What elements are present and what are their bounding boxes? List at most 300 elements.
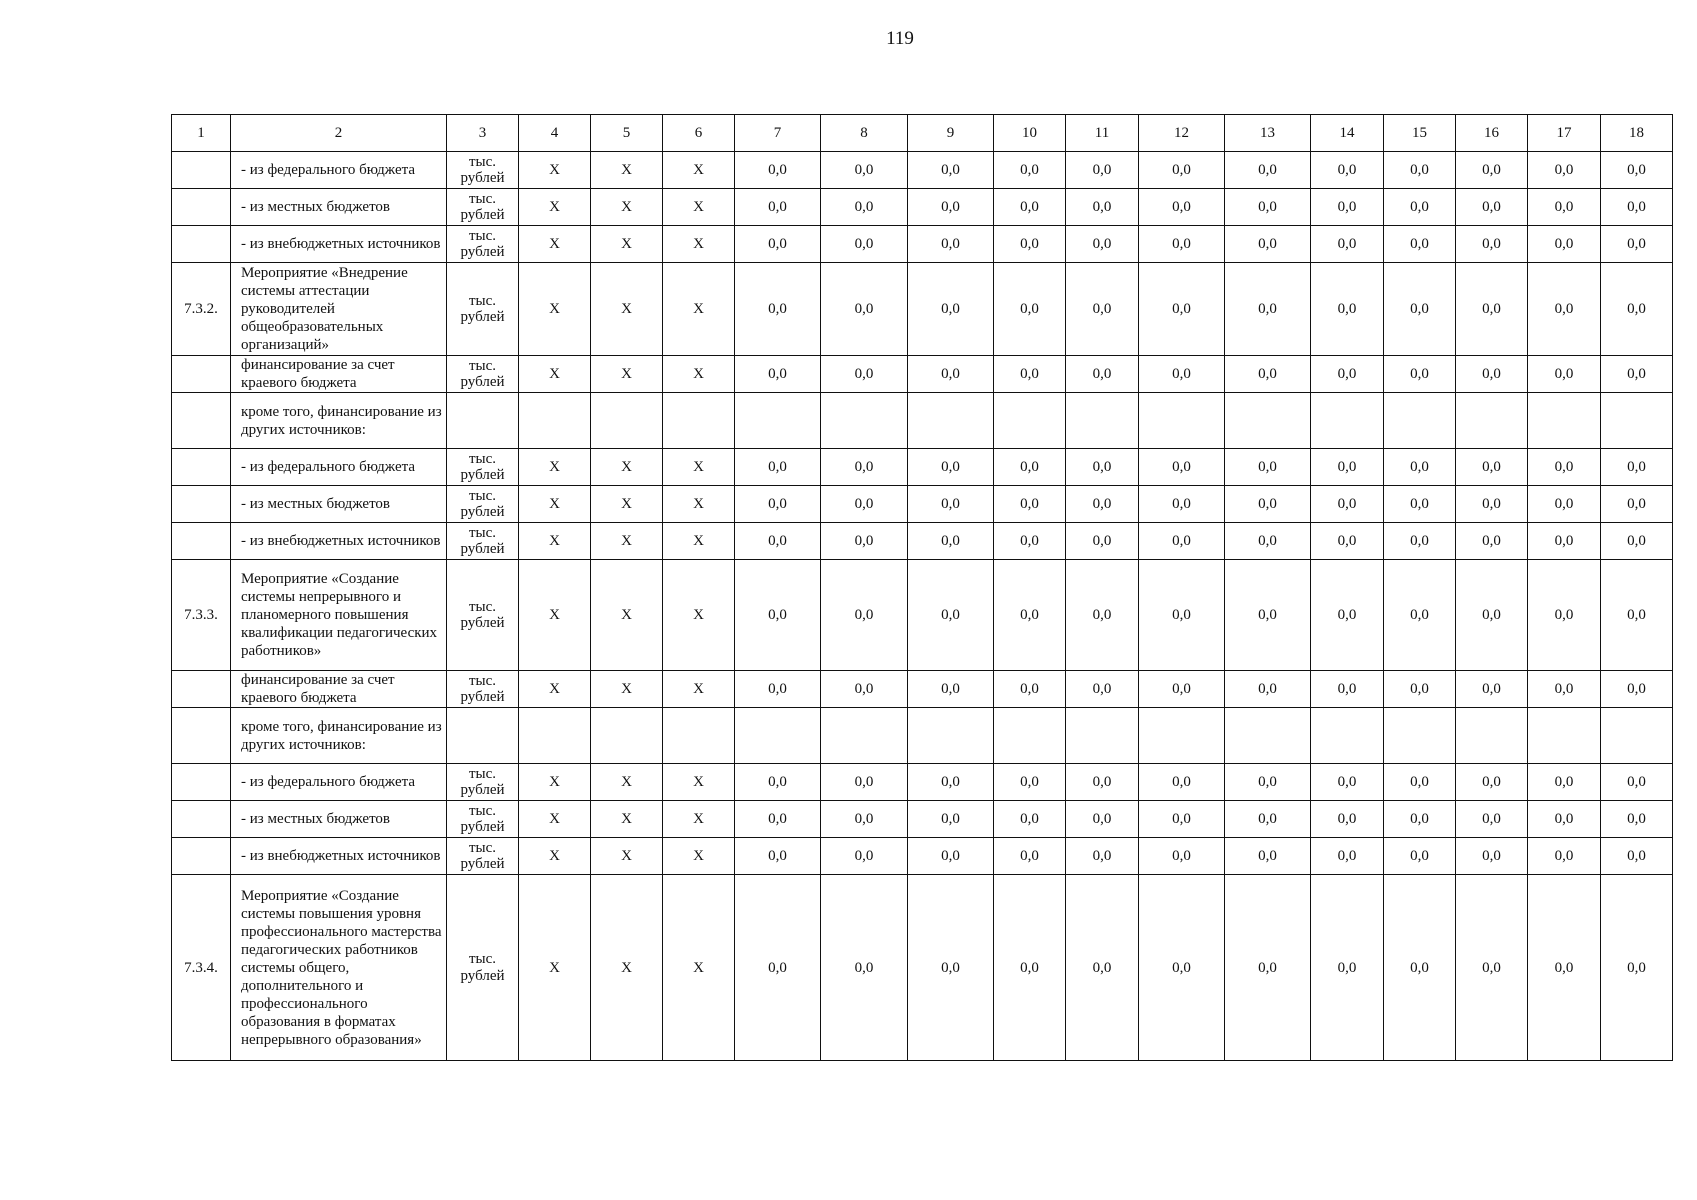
unit-cell: тыс. рублей <box>447 838 519 875</box>
value-cell: 0,0 <box>1225 671 1311 708</box>
value-cell: 0,0 <box>1384 486 1456 523</box>
header-cell: 2 <box>231 115 447 152</box>
value-cell: 0,0 <box>1139 523 1225 560</box>
empty-cell <box>591 708 663 764</box>
value-cell: 0,0 <box>1311 449 1384 486</box>
unit-cell: тыс. рублей <box>447 449 519 486</box>
value-cell: 0,0 <box>821 671 908 708</box>
value-cell: 0,0 <box>1384 226 1456 263</box>
mark-cell: X <box>519 560 591 671</box>
row-description: кроме того, финансирование из других источников: <box>231 393 447 449</box>
row-description: - из федерального бюджета <box>231 152 447 189</box>
mark-cell: X <box>519 523 591 560</box>
value-cell: 0,0 <box>1528 671 1601 708</box>
value-cell: 0,0 <box>1311 226 1384 263</box>
empty-cell <box>735 708 821 764</box>
value-cell: 0,0 <box>1601 838 1673 875</box>
mark-cell: X <box>591 449 663 486</box>
header-cell: 11 <box>1066 115 1139 152</box>
value-cell: 0,0 <box>1601 875 1673 1061</box>
value-cell: 0,0 <box>1456 560 1528 671</box>
value-cell: 0,0 <box>1066 838 1139 875</box>
row-code <box>172 393 231 449</box>
row-code: 7.3.2. <box>172 263 231 356</box>
value-cell: 0,0 <box>908 152 994 189</box>
header-cell: 14 <box>1311 115 1384 152</box>
value-cell: 0,0 <box>735 801 821 838</box>
header-cell: 10 <box>994 115 1066 152</box>
row-description: финансирование за счет краевого бюджета <box>231 356 447 393</box>
table-row <box>172 393 1673 449</box>
value-cell: 0,0 <box>1384 764 1456 801</box>
mark-cell: X <box>519 152 591 189</box>
empty-cell <box>663 393 735 449</box>
mark-cell: X <box>519 449 591 486</box>
value-cell: 0,0 <box>1066 263 1139 356</box>
value-cell: 0,0 <box>1601 671 1673 708</box>
unit-cell: тыс. рублей <box>447 189 519 226</box>
empty-cell <box>663 708 735 764</box>
mark-cell: X <box>519 838 591 875</box>
value-cell: 0,0 <box>994 523 1066 560</box>
row-description: - из федерального бюджета <box>231 449 447 486</box>
page-number: 119 <box>886 28 914 49</box>
value-cell: 0,0 <box>1066 226 1139 263</box>
value-cell: 0,0 <box>1528 560 1601 671</box>
empty-cell <box>1139 708 1225 764</box>
value-cell: 0,0 <box>1456 486 1528 523</box>
value-cell: 0,0 <box>1225 560 1311 671</box>
value-cell: 0,0 <box>1311 152 1384 189</box>
header-cell: 18 <box>1601 115 1673 152</box>
value-cell: 0,0 <box>1456 671 1528 708</box>
table-row <box>172 838 1673 875</box>
unit-cell: тыс. рублей <box>447 263 519 356</box>
value-cell: 0,0 <box>1528 764 1601 801</box>
value-cell: 0,0 <box>1311 560 1384 671</box>
value-cell: 0,0 <box>735 152 821 189</box>
value-cell: 0,0 <box>1066 671 1139 708</box>
empty-cell <box>447 393 519 449</box>
value-cell: 0,0 <box>735 449 821 486</box>
mark-cell: X <box>591 801 663 838</box>
value-cell: 0,0 <box>1456 838 1528 875</box>
value-cell: 0,0 <box>1528 449 1601 486</box>
empty-cell <box>908 393 994 449</box>
row-code <box>172 486 231 523</box>
value-cell: 0,0 <box>821 875 908 1061</box>
value-cell: 0,0 <box>908 764 994 801</box>
value-cell: 0,0 <box>1139 838 1225 875</box>
value-cell: 0,0 <box>735 263 821 356</box>
value-cell: 0,0 <box>1311 189 1384 226</box>
value-cell: 0,0 <box>1066 875 1139 1061</box>
mark-cell: X <box>663 152 735 189</box>
value-cell: 0,0 <box>1456 263 1528 356</box>
table-row <box>172 560 1673 671</box>
row-description: - из федерального бюджета <box>231 764 447 801</box>
value-cell: 0,0 <box>821 189 908 226</box>
unit-cell: тыс. рублей <box>447 523 519 560</box>
mark-cell: X <box>519 764 591 801</box>
value-cell: 0,0 <box>1225 152 1311 189</box>
value-cell: 0,0 <box>1456 152 1528 189</box>
mark-cell: X <box>591 838 663 875</box>
row-description: Мероприятие «Внедрение системы аттестации руководителей общеобразовательных организаций» <box>231 263 447 356</box>
value-cell: 0,0 <box>1311 486 1384 523</box>
mark-cell: X <box>663 764 735 801</box>
unit-cell: тыс. рублей <box>447 801 519 838</box>
value-cell: 0,0 <box>1225 838 1311 875</box>
value-cell: 0,0 <box>908 875 994 1061</box>
value-cell: 0,0 <box>735 560 821 671</box>
value-cell: 0,0 <box>1601 449 1673 486</box>
table-row <box>172 449 1673 486</box>
value-cell: 0,0 <box>1456 801 1528 838</box>
row-code <box>172 449 231 486</box>
value-cell: 0,0 <box>1139 263 1225 356</box>
table-row <box>172 226 1673 263</box>
value-cell: 0,0 <box>994 189 1066 226</box>
row-code <box>172 152 231 189</box>
table-row <box>172 801 1673 838</box>
value-cell: 0,0 <box>821 449 908 486</box>
value-cell: 0,0 <box>1456 189 1528 226</box>
empty-cell <box>1384 708 1456 764</box>
value-cell: 0,0 <box>994 801 1066 838</box>
value-cell: 0,0 <box>1311 838 1384 875</box>
unit-cell: тыс. рублей <box>447 671 519 708</box>
value-cell: 0,0 <box>1139 356 1225 393</box>
row-description: - из внебюджетных источников <box>231 838 447 875</box>
row-code <box>172 671 231 708</box>
mark-cell: X <box>519 671 591 708</box>
value-cell: 0,0 <box>1456 356 1528 393</box>
empty-cell <box>1066 708 1139 764</box>
value-cell: 0,0 <box>1225 875 1311 1061</box>
value-cell: 0,0 <box>1601 560 1673 671</box>
value-cell: 0,0 <box>735 838 821 875</box>
value-cell: 0,0 <box>908 838 994 875</box>
value-cell: 0,0 <box>1528 226 1601 263</box>
value-cell: 0,0 <box>908 189 994 226</box>
value-cell: 0,0 <box>1384 449 1456 486</box>
mark-cell: X <box>519 263 591 356</box>
mark-cell: X <box>663 838 735 875</box>
mark-cell: X <box>663 671 735 708</box>
mark-cell: X <box>591 523 663 560</box>
row-description: - из внебюджетных источников <box>231 523 447 560</box>
value-cell: 0,0 <box>1456 449 1528 486</box>
value-cell: 0,0 <box>821 226 908 263</box>
empty-cell <box>1311 708 1384 764</box>
budget-table <box>171 114 1673 1061</box>
row-description: - из внебюджетных источников <box>231 226 447 263</box>
mark-cell: X <box>591 671 663 708</box>
mark-cell: X <box>519 486 591 523</box>
value-cell: 0,0 <box>1311 801 1384 838</box>
header-cell: 12 <box>1139 115 1225 152</box>
unit-cell: тыс. рублей <box>447 486 519 523</box>
empty-cell <box>735 393 821 449</box>
value-cell: 0,0 <box>1311 671 1384 708</box>
value-cell: 0,0 <box>1384 801 1456 838</box>
empty-cell <box>1225 708 1311 764</box>
value-cell: 0,0 <box>1066 152 1139 189</box>
value-cell: 0,0 <box>1225 486 1311 523</box>
mark-cell: X <box>591 189 663 226</box>
value-cell: 0,0 <box>821 764 908 801</box>
empty-cell <box>1528 708 1601 764</box>
row-description: Мероприятие «Создание системы непрерывного и планомерного повышения квалификации педагогических работников» <box>231 560 447 671</box>
empty-cell <box>519 708 591 764</box>
empty-cell <box>591 393 663 449</box>
value-cell: 0,0 <box>1066 523 1139 560</box>
header-cell: 8 <box>821 115 908 152</box>
unit-cell: тыс. рублей <box>447 875 519 1061</box>
value-cell: 0,0 <box>1384 263 1456 356</box>
row-description: - из местных бюджетов <box>231 189 447 226</box>
empty-cell <box>908 708 994 764</box>
value-cell: 0,0 <box>821 486 908 523</box>
row-code <box>172 523 231 560</box>
value-cell: 0,0 <box>1528 875 1601 1061</box>
value-cell: 0,0 <box>1139 449 1225 486</box>
mark-cell: X <box>663 801 735 838</box>
empty-cell <box>821 393 908 449</box>
value-cell: 0,0 <box>1601 189 1673 226</box>
value-cell: 0,0 <box>1139 486 1225 523</box>
value-cell: 0,0 <box>1225 801 1311 838</box>
value-cell: 0,0 <box>1528 263 1601 356</box>
header-cell: 17 <box>1528 115 1601 152</box>
value-cell: 0,0 <box>1528 356 1601 393</box>
row-description: - из местных бюджетов <box>231 486 447 523</box>
value-cell: 0,0 <box>1139 671 1225 708</box>
header-row <box>172 115 1673 152</box>
empty-cell <box>1384 393 1456 449</box>
header-cell: 4 <box>519 115 591 152</box>
mark-cell: X <box>663 560 735 671</box>
value-cell: 0,0 <box>1528 189 1601 226</box>
header-cell: 15 <box>1384 115 1456 152</box>
empty-cell <box>1456 708 1528 764</box>
mark-cell: X <box>519 356 591 393</box>
empty-cell <box>1311 393 1384 449</box>
value-cell: 0,0 <box>1601 356 1673 393</box>
table-row <box>172 152 1673 189</box>
value-cell: 0,0 <box>908 671 994 708</box>
row-code <box>172 838 231 875</box>
header-cell: 6 <box>663 115 735 152</box>
value-cell: 0,0 <box>1384 356 1456 393</box>
table-row <box>172 671 1673 708</box>
value-cell: 0,0 <box>994 449 1066 486</box>
empty-cell <box>1456 393 1528 449</box>
header-cell: 5 <box>591 115 663 152</box>
value-cell: 0,0 <box>1601 523 1673 560</box>
value-cell: 0,0 <box>821 356 908 393</box>
value-cell: 0,0 <box>1456 764 1528 801</box>
table-row <box>172 708 1673 764</box>
mark-cell: X <box>663 263 735 356</box>
header-cell: 9 <box>908 115 994 152</box>
table-row <box>172 875 1673 1061</box>
value-cell: 0,0 <box>1066 801 1139 838</box>
value-cell: 0,0 <box>1456 523 1528 560</box>
mark-cell: X <box>663 449 735 486</box>
value-cell: 0,0 <box>1066 764 1139 801</box>
value-cell: 0,0 <box>1139 560 1225 671</box>
value-cell: 0,0 <box>1066 189 1139 226</box>
value-cell: 0,0 <box>1225 356 1311 393</box>
table-row <box>172 486 1673 523</box>
value-cell: 0,0 <box>1066 560 1139 671</box>
value-cell: 0,0 <box>994 486 1066 523</box>
table-row <box>172 189 1673 226</box>
empty-cell <box>821 708 908 764</box>
row-code <box>172 801 231 838</box>
mark-cell: X <box>591 560 663 671</box>
header-cell: 1 <box>172 115 231 152</box>
mark-cell: X <box>519 875 591 1061</box>
mark-cell: X <box>591 356 663 393</box>
value-cell: 0,0 <box>908 263 994 356</box>
value-cell: 0,0 <box>1139 152 1225 189</box>
mark-cell: X <box>663 189 735 226</box>
value-cell: 0,0 <box>821 152 908 189</box>
mark-cell: X <box>663 356 735 393</box>
value-cell: 0,0 <box>1066 486 1139 523</box>
header-cell: 7 <box>735 115 821 152</box>
value-cell: 0,0 <box>735 189 821 226</box>
value-cell: 0,0 <box>1311 523 1384 560</box>
mark-cell: X <box>663 226 735 263</box>
mark-cell: X <box>663 523 735 560</box>
value-cell: 0,0 <box>1225 449 1311 486</box>
value-cell: 0,0 <box>994 152 1066 189</box>
unit-cell: тыс. рублей <box>447 152 519 189</box>
row-code: 7.3.4. <box>172 875 231 1061</box>
value-cell: 0,0 <box>735 356 821 393</box>
value-cell: 0,0 <box>735 671 821 708</box>
value-cell: 0,0 <box>1311 875 1384 1061</box>
row-code <box>172 189 231 226</box>
value-cell: 0,0 <box>1384 152 1456 189</box>
value-cell: 0,0 <box>735 875 821 1061</box>
value-cell: 0,0 <box>1528 486 1601 523</box>
value-cell: 0,0 <box>1139 764 1225 801</box>
value-cell: 0,0 <box>908 523 994 560</box>
value-cell: 0,0 <box>994 263 1066 356</box>
mark-cell: X <box>663 875 735 1061</box>
mark-cell: X <box>591 226 663 263</box>
value-cell: 0,0 <box>1311 356 1384 393</box>
empty-cell <box>447 708 519 764</box>
value-cell: 0,0 <box>1384 838 1456 875</box>
mark-cell: X <box>591 875 663 1061</box>
value-cell: 0,0 <box>735 523 821 560</box>
header-cell: 3 <box>447 115 519 152</box>
value-cell: 0,0 <box>735 486 821 523</box>
value-cell: 0,0 <box>1456 875 1528 1061</box>
value-cell: 0,0 <box>1456 226 1528 263</box>
empty-cell <box>1601 708 1673 764</box>
value-cell: 0,0 <box>1139 189 1225 226</box>
value-cell: 0,0 <box>994 764 1066 801</box>
value-cell: 0,0 <box>821 263 908 356</box>
table-body <box>172 115 1673 1061</box>
value-cell: 0,0 <box>1225 189 1311 226</box>
value-cell: 0,0 <box>735 764 821 801</box>
value-cell: 0,0 <box>908 486 994 523</box>
row-code: 7.3.3. <box>172 560 231 671</box>
unit-cell: тыс. рублей <box>447 764 519 801</box>
empty-cell <box>1139 393 1225 449</box>
value-cell: 0,0 <box>994 671 1066 708</box>
table-row <box>172 356 1673 393</box>
mark-cell: X <box>591 263 663 356</box>
value-cell: 0,0 <box>994 226 1066 263</box>
empty-cell <box>1066 393 1139 449</box>
value-cell: 0,0 <box>994 356 1066 393</box>
value-cell: 0,0 <box>1384 523 1456 560</box>
unit-cell: тыс. рублей <box>447 560 519 671</box>
empty-cell <box>994 708 1066 764</box>
value-cell: 0,0 <box>1528 801 1601 838</box>
value-cell: 0,0 <box>1528 838 1601 875</box>
value-cell: 0,0 <box>1311 764 1384 801</box>
value-cell: 0,0 <box>1139 801 1225 838</box>
value-cell: 0,0 <box>994 875 1066 1061</box>
value-cell: 0,0 <box>1601 152 1673 189</box>
mark-cell: X <box>663 486 735 523</box>
value-cell: 0,0 <box>735 226 821 263</box>
value-cell: 0,0 <box>1384 875 1456 1061</box>
value-cell: 0,0 <box>908 560 994 671</box>
value-cell: 0,0 <box>1528 523 1601 560</box>
row-description: финансирование за счет краевого бюджета <box>231 671 447 708</box>
table-row <box>172 523 1673 560</box>
value-cell: 0,0 <box>908 449 994 486</box>
value-cell: 0,0 <box>1225 263 1311 356</box>
value-cell: 0,0 <box>1225 226 1311 263</box>
value-cell: 0,0 <box>1601 801 1673 838</box>
unit-cell: тыс. рублей <box>447 356 519 393</box>
mark-cell: X <box>519 801 591 838</box>
row-description: кроме того, финансирование из других источников: <box>231 708 447 764</box>
value-cell: 0,0 <box>908 801 994 838</box>
mark-cell: X <box>519 189 591 226</box>
value-cell: 0,0 <box>994 560 1066 671</box>
value-cell: 0,0 <box>821 523 908 560</box>
value-cell: 0,0 <box>821 801 908 838</box>
value-cell: 0,0 <box>1601 263 1673 356</box>
value-cell: 0,0 <box>821 838 908 875</box>
value-cell: 0,0 <box>1139 226 1225 263</box>
row-description: Мероприятие «Создание системы повышения уровня профессионального мастерства педагогических работников системы общего, дополнительного и профессионального образования в форматах непрерывного образования» <box>231 875 447 1061</box>
empty-cell <box>519 393 591 449</box>
mark-cell: X <box>519 226 591 263</box>
mark-cell: X <box>591 152 663 189</box>
value-cell: 0,0 <box>994 838 1066 875</box>
table-row <box>172 764 1673 801</box>
header-cell: 16 <box>1456 115 1528 152</box>
value-cell: 0,0 <box>1601 226 1673 263</box>
table-row <box>172 263 1673 356</box>
mark-cell: X <box>591 764 663 801</box>
value-cell: 0,0 <box>1384 189 1456 226</box>
